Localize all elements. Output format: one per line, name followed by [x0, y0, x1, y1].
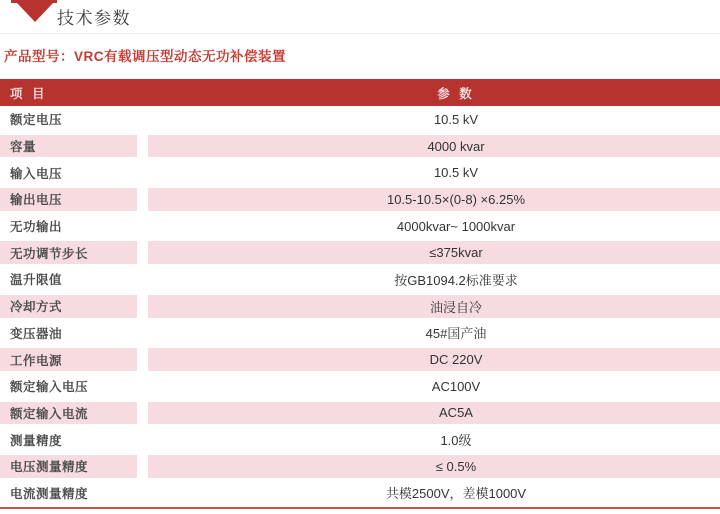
table-row	[0, 159, 720, 186]
row-item-label: 变压器油	[10, 326, 63, 341]
table-row	[0, 373, 720, 400]
row-parameter-value: AC100V	[431, 378, 481, 394]
row-item-label: 工作电源	[0, 348, 137, 371]
ribbon-triangle-icon	[17, 3, 53, 22]
table-row	[0, 213, 720, 240]
row-item-label: 额定电压	[10, 113, 63, 128]
row-item-label: 输入电压	[10, 166, 63, 181]
row-parameter-value: 10.5 kV	[433, 165, 479, 181]
row-parameter-value: 10.5-10.5×(0-8) ×6.25%	[148, 188, 720, 211]
table-row	[0, 400, 720, 427]
row-item-label: 无功输出	[10, 220, 63, 235]
spec-table	[0, 79, 720, 506]
table-row	[0, 453, 720, 480]
table-body	[0, 106, 720, 506]
page-title: 技术参数	[57, 9, 131, 28]
table-header-row	[0, 79, 720, 106]
row-parameter-value: ≤ 0.5%	[148, 455, 720, 478]
table-row	[0, 426, 720, 453]
row-item-label: 无功调节步长	[0, 241, 137, 264]
column-header-item: 项 目	[10, 86, 48, 101]
table-row	[0, 346, 720, 373]
row-parameter-value: 10.5 kV	[433, 111, 479, 127]
row-parameter-value: 45#国产油	[425, 326, 487, 342]
table-row	[0, 320, 720, 347]
table-row	[0, 106, 720, 133]
row-parameter-value: AC5A	[148, 402, 720, 425]
title-divider	[0, 33, 720, 34]
row-parameter-value: 4000 kvar	[148, 135, 720, 158]
row-item-label: 额定输入电流	[0, 402, 137, 425]
row-parameter-value: DC 220V	[148, 348, 720, 371]
row-parameter-value: 共模2500V，差模1000V	[385, 486, 527, 502]
table-row	[0, 480, 720, 507]
row-item-label: 额定输入电压	[10, 380, 89, 395]
row-parameter-value: 1.0级	[440, 433, 472, 449]
row-parameter-value: 按GB1094.2标准要求	[394, 272, 518, 288]
row-parameter-value: 4000kvar~ 1000kvar	[396, 218, 516, 234]
row-item-label: 冷却方式	[0, 295, 137, 318]
row-item-label: 电流测量精度	[10, 486, 89, 501]
row-item-label: 电压测量精度	[0, 455, 137, 478]
table-row	[0, 133, 720, 160]
row-item-label: 输出电压	[0, 188, 137, 211]
row-item-label: 测量精度	[10, 433, 63, 448]
page-bottom-rule	[0, 507, 720, 509]
table-row	[0, 266, 720, 293]
table-row	[0, 186, 720, 213]
row-parameter-value: ≤375kvar	[148, 241, 720, 264]
row-item-label: 容量	[0, 135, 137, 158]
column-header-value: 参 数	[437, 86, 475, 101]
row-item-label: 温升限值	[10, 273, 63, 288]
product-model-line: 产品型号：VRC有载调压型动态无功补偿装置	[4, 49, 287, 64]
table-row	[0, 239, 720, 266]
table-row	[0, 293, 720, 320]
row-parameter-value: 油浸自冷	[148, 295, 720, 318]
